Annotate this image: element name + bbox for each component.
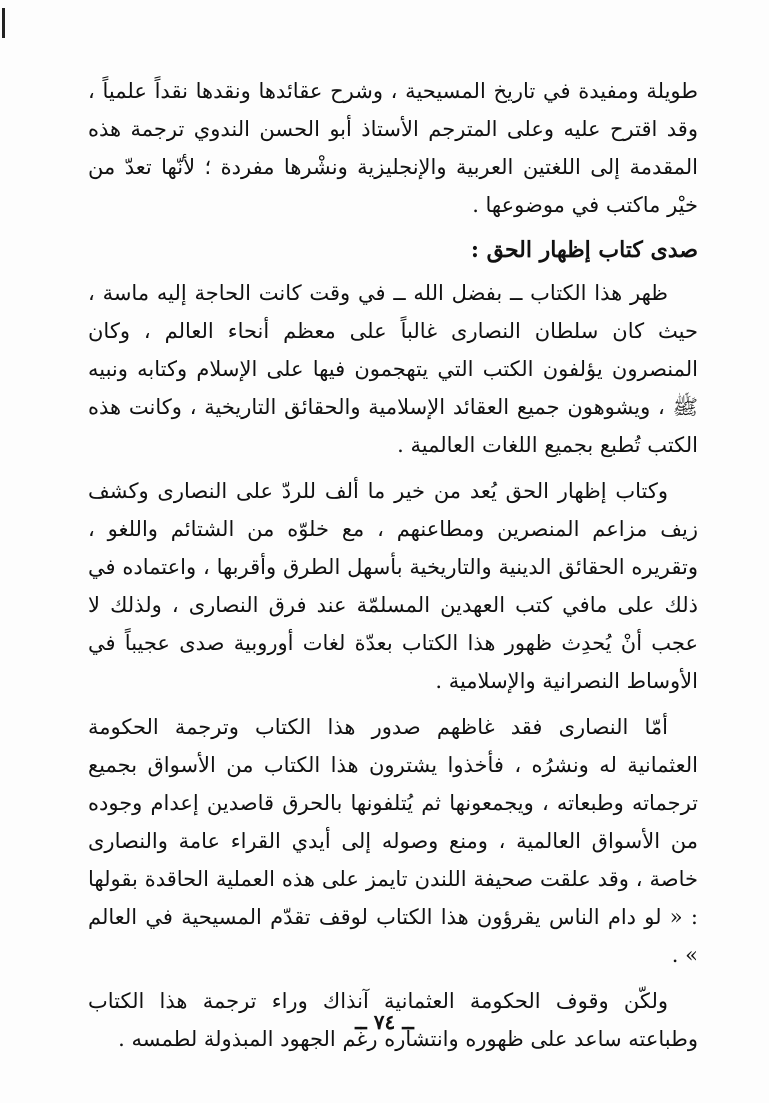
paragraph-christian-reaction: أمّا النصارى فقد غاظهم صدور هذا الكتاب وترجمة الحكومة العثمانية له ونشرُه ، فأخذوا يشترون هذا الكتاب من الأسواق بجميع ترجماته وطبعاته ، ويجمعونها ثم يُتلفونها بالحرق قاصدين إعدام وجوده من الأسواق العالمية ، ومنع وصوله إلى أيدي القراء عامة والنصارى خاصة ، وقد علقت صحيفة اللندن تايمز على هذه العملية الحاقدة بقولها : « لو دام الناس يقرؤون هذا الكتاب لوقف تقدّم المسيحية في العالم » . bbox=[88, 715, 698, 967]
paragraph-intro-continuation: طويلة ومفيدة في تاريخ المسيحية ، وشرح عقائدها ونقدها نقداً علمياً ، وقد اقترح عليه وعلى المترجم الأستاذ أبو الحسن الندوي ترجمة هذه المقدمة إلى اللغتين العربية والإنجليزية ونشْرها مفردة ؛ لأنّها تعدّ من خيْر ماكتب في موضوعها . bbox=[88, 79, 698, 217]
paragraph-book-appearance: ظهر هذا الكتاب ــ بفضل الله ــ في وقت كانت الحاجة إليه ماسة ، حيث كان سلطان النصارى غالباً على معظم أنحاء العالم ، وكان المنصرون يؤلفون الكتب التي يتهجمون فيها على الإسلام وكتابه ونبيه ﷺ ، ويشوهون جميع العقائد الإسلامية والحقائق التاريخية ، وكانت هذه الكتب تُطبع بجميع اللغات العالمية . bbox=[88, 281, 698, 457]
paragraph-book-merit: وكتاب إظهار الحق يُعد من خير ما ألف للردّ على النصارى وكشف زيف مزاعم المنصرين ومطاعنهم ، مع خلوّه من الشتائم واللغو ، وتقريره الحقائق الدينية والتاريخية بأسهل الطرق وأقربها ، واعتماده في ذلك على مافي كتب العهدين المسلمّة عند فرق النصارى ، ولذلك لا عجب أنْ يُحدِث ظهور هذا الكتاب بعدّة لغات أوروبية صدى عجيباً في الأوساط النصرانية والإسلامية . bbox=[88, 479, 698, 693]
page-body bbox=[88, 72, 698, 1066]
page-number: ــ ٧٤ ــ bbox=[355, 1010, 414, 1034]
scan-edge-mark bbox=[2, 8, 5, 38]
section-heading: صدى كتاب إظهار الحق : bbox=[470, 237, 698, 263]
paragraph-ottoman-support: ولكّن وقوف الحكومة العثمانية آنذاك وراء ترجمة هذا الكتاب وطباعته ساعد على ظهوره وانتشاره رغم الجهود المبذولة لطمسه . bbox=[88, 989, 698, 1051]
